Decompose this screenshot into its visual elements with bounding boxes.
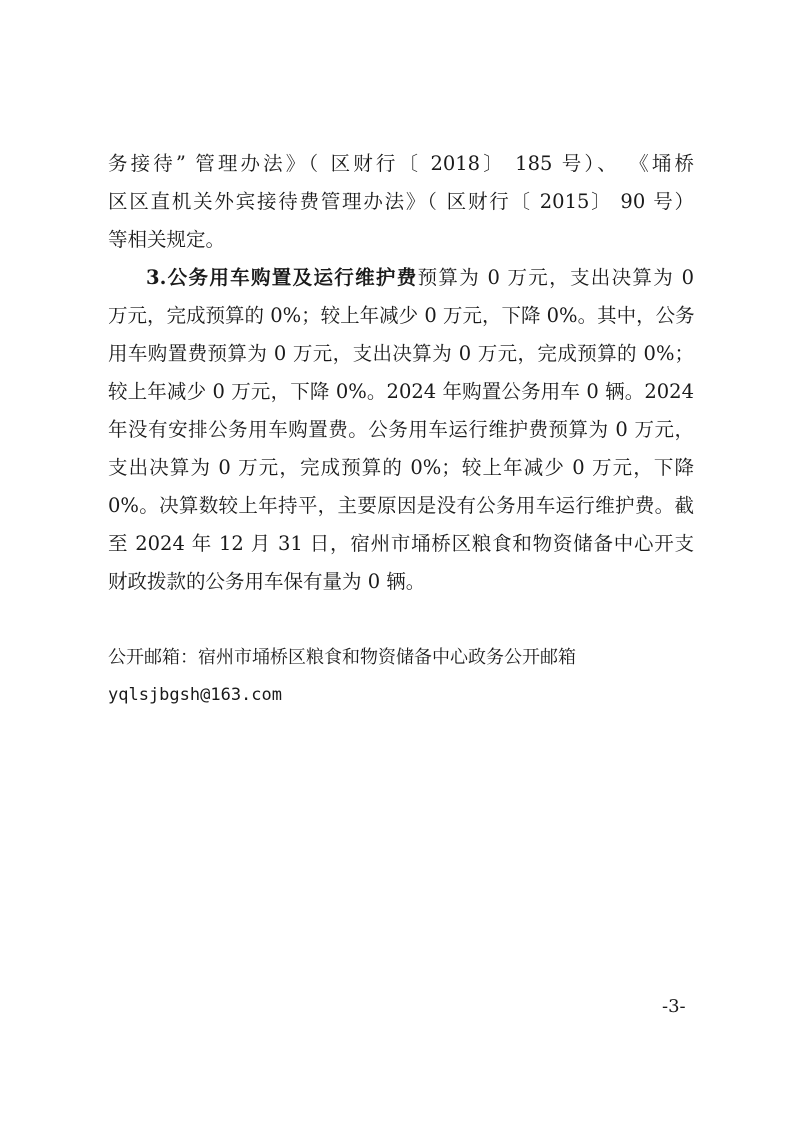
vehicle-line-2: 万元，完成预算的 0%；较上年减少 0 万元，下降 0%。其中，公务 (108, 304, 695, 327)
vehicle-line-3: 用车购置费预算为 0 万元，支出决算为 0 万元，完成预算的 0%； (108, 342, 694, 365)
page-number: -3- (662, 996, 686, 1017)
vehicle-line-5: 年没有安排公务用车购置费。公务用车运行维护费预算为 0 万元， (108, 418, 694, 441)
vehicle-paragraph-first-line (146, 266, 694, 290)
hospitality-line-1: 务接待” 管理办法》（ 区财行〔 2018〕 185 号）、 《埇桥 (108, 152, 694, 175)
contact-email[interactable]: yqlsjbgsh@163.com (108, 685, 282, 705)
vehicle-section-heading: 3.公务用车购置及运行维护费 (146, 266, 418, 289)
vehicle-line-7: 0%。决算数较上年持平，主要原因是没有公务用车运行维护费。截 (108, 494, 694, 517)
hospitality-line-3: 等相关规定。 (108, 228, 226, 251)
vehicle-line-9: 财政拨款的公务用车保有量为 0 辆。 (108, 570, 426, 593)
hospitality-line-2: 区区直机关外宾接待费管理办法》（ 区财行〔 2015〕 90 号） (108, 190, 694, 213)
contact-label-line: 公开邮箱：宿州市埇桥区粮食和物资储备中心政务公开邮箱 (108, 647, 576, 668)
vehicle-line-6: 支出决算为 0 万元，完成预算的 0%；较上年减少 0 万元，下降 (108, 456, 694, 479)
vehicle-line-1: 预算为 0 万元，支出决算为 0 (417, 266, 694, 289)
vehicle-line-4: 较上年减少 0 万元，下降 0%。2024 年购置公务用车 0 辆。2024 (108, 380, 694, 403)
vehicle-line-8: 至 2024 年 12 月 31 日，宿州市埇桥区粮食和物资储备中心开支 (108, 532, 694, 555)
